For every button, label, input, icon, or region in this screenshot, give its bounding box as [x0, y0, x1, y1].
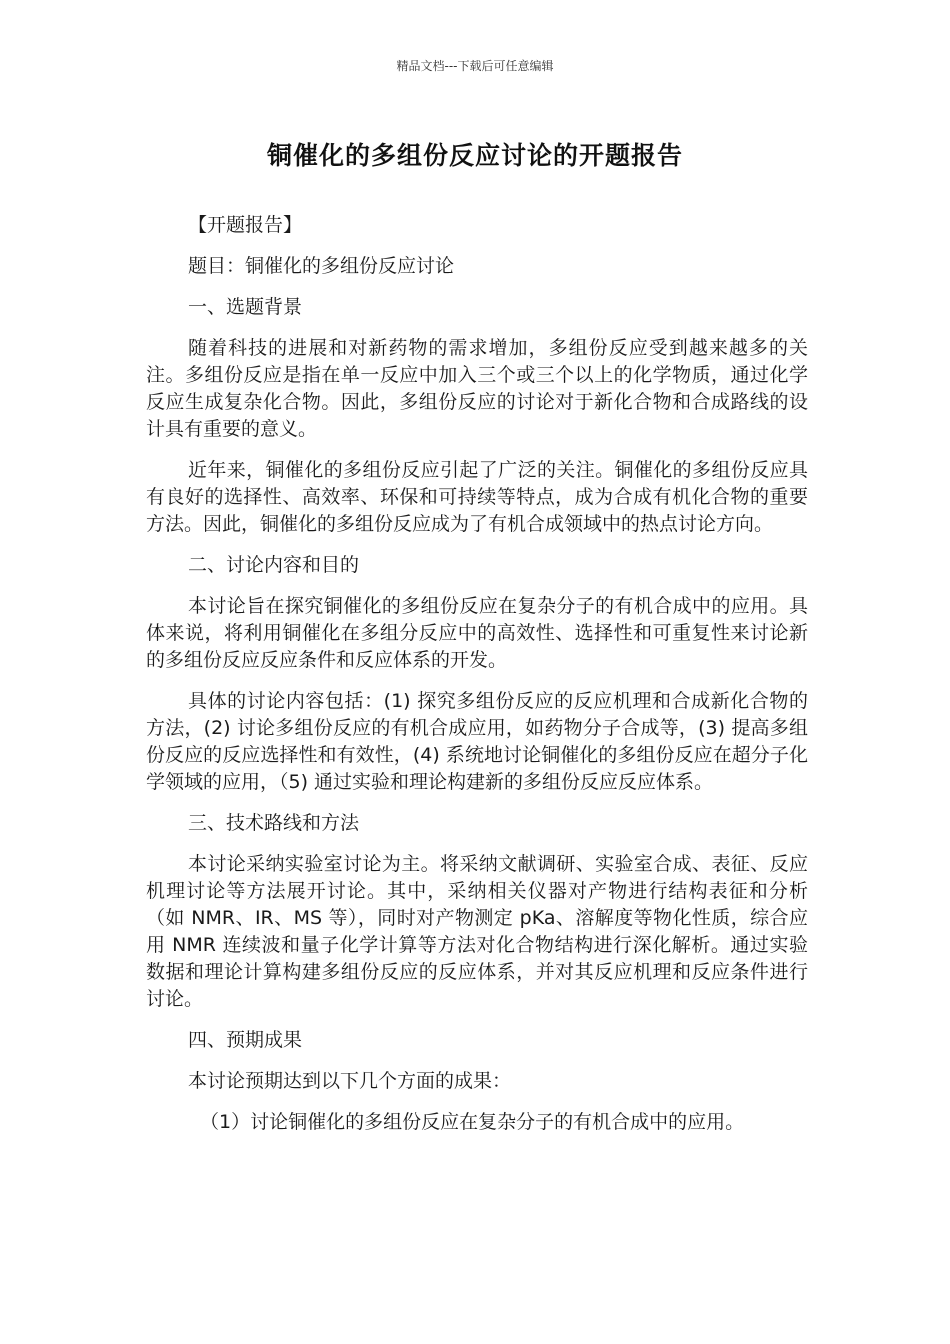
paragraph-content-1: 本讨论旨在探究铜催化的多组份反应在复杂分子的有机合成中的应用。具体来说，将利用铜催化在多组分反应中的高效性、选择性和可重复性来讨论新的多组份反应反应条件和反应体系的开发。 — [146, 595, 808, 671]
paragraph-method-1: 本讨论采纳实验室讨论为主。将采纳文献调研、实验室合成、表征、反应机理讨论等方法展开讨论。其中，采纳相关仪器对产物进行结构表征和分析（如 NMR、IR、MS 等），同时对产物测定 pKa、溶解度等物化性质，综合应用 NMR 连续波和量子化学计算等方法对化合物结构进行深化解析。通过实验数据和理论计算构建多组份反应的反应体系，并对其反应机理和反应条件进行讨论。 — [146, 853, 808, 1010]
paragraph-content-2: 具体的讨论内容包括：(1) 探究多组份反应的反应机理和合成新化合物的方法，(2) 讨论多组份反应的有机合成应用，如药物分子合成等，(3) 提高多组份反应的反应选择性和有效性，(4) 系统地讨论铜催化的多组份反应在超分子化学领域的应用，（5) 通过实验和理论构建新的多组份反应反应体系。 — [146, 690, 808, 793]
document-title: 铜催化的多组份反应讨论的开题报告 — [266, 141, 683, 170]
report-label: 【开题报告】 — [188, 214, 303, 236]
paragraph-background-2: 近年来，铜催化的多组份反应引起了广泛的关注。铜催化的多组份反应具有良好的选择性、高效率、环保和可持续等特点，成为合成有机化合物的重要方法。因此，铜催化的多组份反应成为了有机合成领域中的热点讨论方向。 — [146, 459, 808, 535]
outcomes-intro: 本讨论预期达到以下几个方面的成果： — [188, 1070, 512, 1092]
section-heading-content: 二、讨论内容和目的 — [188, 554, 360, 576]
outcome-item-1: （1）讨论铜催化的多组份反应在复杂分子的有机合成中的应用。 — [200, 1111, 745, 1133]
section-heading-outcomes: 四、预期成果 — [188, 1029, 303, 1051]
page-header-note: 精品文档---下载后可任意编辑 — [396, 59, 554, 73]
section-heading-method: 三、技术路线和方法 — [188, 812, 360, 834]
document-body — [146, 212, 808, 1136]
report-topic: 题目：铜催化的多组份反应讨论 — [188, 255, 455, 277]
section-heading-background: 一、选题背景 — [188, 296, 303, 318]
paragraph-background-1: 随着科技的进展和对新药物的需求增加，多组份反应受到越来越多的关注。多组份反应是指在单一反应中加入三个或三个以上的化学物质，通过化学反应生成复杂化合物。因此，多组份反应的讨论对于新化合物和合成路线的设计具有重要的意义。 — [146, 337, 808, 440]
